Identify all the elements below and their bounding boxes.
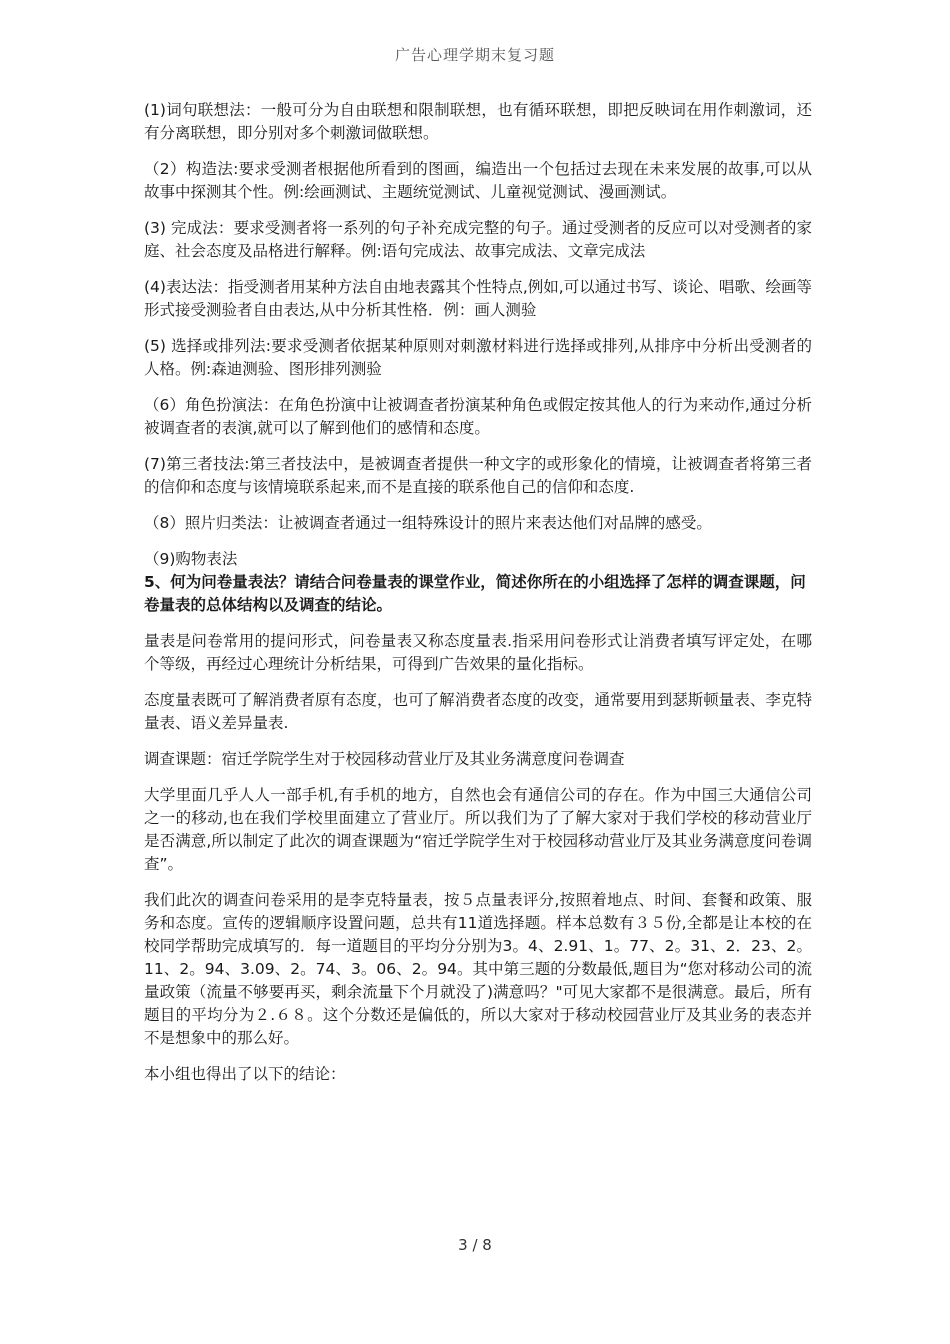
answer-scale-definition: 量表是问卷常用的提问形式，问卷量表又称态度量表.指采用问卷形式让消费者填写评定处，在哪个等级，再经过心理统计分析结果，可得到广告效果的量化指标。: [144, 632, 812, 673]
page-content: [144, 99, 812, 1099]
question-5-heading: 5、何为问卷量表法？请结合问卷量表的课堂作业，简述你所在的小组选择了怎样的调查课题，问卷量表的总体结构以及调查的结论。: [144, 573, 806, 614]
method-word-association: (1)词句联想法：一般可分为自由联想和限制联想，也有循环联想，即把反映词在用作刺激词，还有分离联想，即分别对多个刺激词做联想。: [144, 101, 812, 142]
method-construction: （2）构造法:要求受测者根据他所看到的图画，编造出一个包括过去现在未来发展的故事,可以从故事中探测其个性。例:绘画测试、主题统觉测试、儿童视觉测试、漫画测试。: [144, 160, 812, 201]
answer-results: 我们此次的调查问卷采用的是李克特量表，按５点量表评分,按照着地点、时间、套餐和政策、服务和态度。宣传的逻辑顺序设置问题，总共有11道选择题。样本总数有３５份,全都是让本校的在校同学帮助完成填写的．每一道题目的平均分分别为3。4、2.91、1。77、2。31、2．23、2。11、2。94、3.09、2。74、3。06、2。94。其中第三题的分数最低,题目为“您对移动公司的流量政策（流量不够要再买，剩余流量下个月就没了)满意吗？"可见大家都不是很满意。最后，所有题目的平均分为２.６８。这个分数还是偏低的，所以大家对于移动校园营业厅及其业务的表态并不是想象中的那么好。: [144, 891, 812, 1047]
method-choice-ordering: (5) 选择或排列法:要求受测者依据某种原则对刺激材料进行选择或排列,从排序中分析出受测者的人格。例:森迪测验、图形排列测验: [144, 337, 812, 378]
method-third-person: (7)第三者技法:第三者技法中，是被调查者提供一种文字的或形象化的情境，让被调查者将第三者的信仰和态度与该情境联系起来,而不是直接的联系他自己的信仰和态度.: [144, 455, 812, 496]
method-shopping-list: （9)购物表法: [144, 550, 238, 568]
answer-survey-topic: 调查课题：宿迁学院学生对于校园移动营业厅及其业务满意度问卷调查: [144, 750, 625, 768]
answer-background: 大学里面几乎人人一部手机,有手机的地方，自然也会有通信公司的存在。作为中国三大通信公司之一的移动,也在我们学校里面建立了营业厅。所以我们为了了解大家对于我们学校的移动营业厅是否满意,所以制定了此次的调查课题为“宿迁学院学生对于校园移动营业厅及其业务满意度问卷调查”。: [144, 786, 812, 873]
method-expression: (4)表达法：指受测者用某种方法自由地表露其个性特点,例如,可以通过书写、谈论、唱歌、绘画等形式接受测验者自由表达,从中分析其性格．例：画人测验: [144, 278, 812, 319]
page-header: 广告心理学期末复习题: [394, 46, 555, 64]
page-number: 3 / 8: [458, 1236, 492, 1254]
answer-conclusion-intro: 本小组也得出了以下的结论：: [144, 1065, 346, 1083]
method-completion: (3) 完成法：要求受测者将一系列的句子补充成完整的句子。通过受测者的反应可以对受测者的家庭、社会态度及品格进行解释。例:语句完成法、故事完成法、文章完成法: [144, 219, 812, 260]
answer-attitude-scale: 态度量表既可了解消费者原有态度，也可了解消费者态度的改变，通常要用到瑟斯顿量表、李克特量表、语义差异量表.: [144, 691, 812, 732]
method-role-play: （6）角色扮演法：在角色扮演中让被调查者扮演某种角色或假定按其他人的行为来动作,通过分析被调查者的表演,就可以了解到他们的感情和态度。: [144, 396, 812, 437]
method-photo-sort: （8）照片归类法：让被调查者通过一组特殊设计的照片来表达他们对品牌的感受。: [144, 514, 712, 532]
